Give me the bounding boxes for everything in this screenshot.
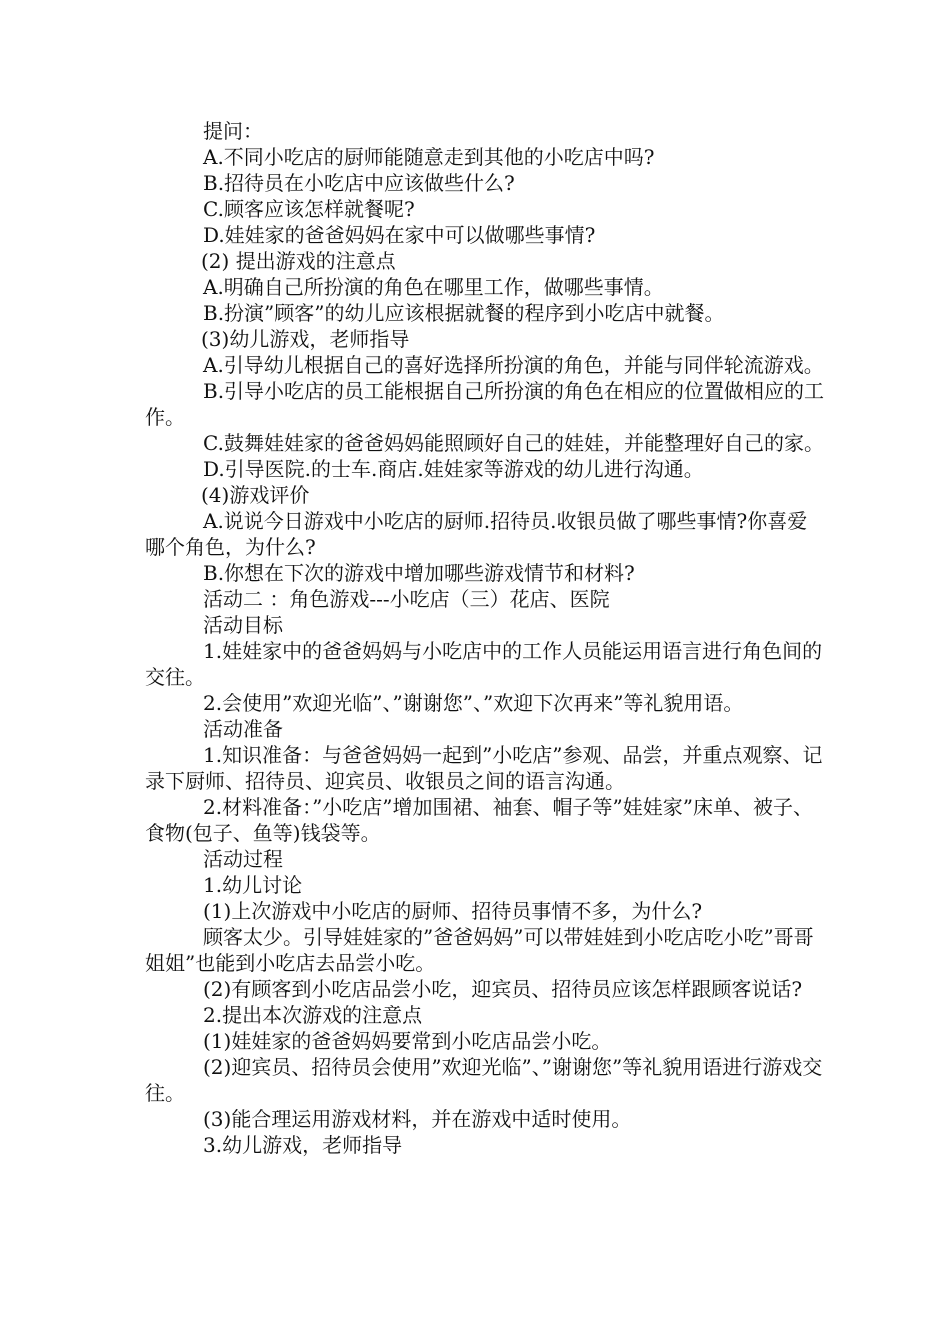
paragraph: (3)能合理运用游戏材料，并在游戏中适时使用。	[203, 1107, 632, 1131]
paragraph: C.顾客应该怎样就餐呢?	[203, 197, 415, 221]
paragraph: A.说说今日游戏中小吃店的厨师.招待员.收银员做了哪些事情?你喜爱哪个角色，为什么?	[145, 509, 808, 559]
paragraph: 1.知识准备：与爸爸妈妈一起到”小吃店”参观、品尝，并重点观察、记录下厨师、招待员、迎宾员、收银员之间的语言沟通。	[145, 743, 823, 793]
paragraph: (3)幼儿游戏，老师指导	[201, 327, 410, 351]
section-heading: 活动准备	[203, 717, 283, 741]
paragraph: (2)有顾客到小吃店品尝小吃，迎宾员、招待员应该怎样跟顾客说话?	[203, 977, 803, 1001]
paragraph: 3.幼儿游戏，老师指导	[203, 1133, 403, 1157]
paragraph: A.引导幼儿根据自己的喜好选择所扮演的角色，并能与同伴轮流游戏。	[203, 353, 824, 377]
paragraph: 1.娃娃家中的爸爸妈妈与小吃店中的工作人员能运用语言进行角色间的交往。	[145, 639, 823, 689]
document-body	[145, 118, 825, 1158]
paragraph: 1.幼儿讨论	[203, 873, 303, 897]
paragraph: A.不同小吃店的厨师能随意走到其他的小吃店中吗?	[203, 145, 655, 169]
paragraph: 提问：	[203, 119, 263, 143]
paragraph: B.招待员在小吃店中应该做些什么?	[203, 171, 515, 195]
paragraph: 2.会使用”欢迎光临”、”谢谢您”、”欢迎下次再来”等礼貌用语。	[203, 691, 744, 715]
paragraph: 顾客太少。引导娃娃家的”爸爸妈妈”可以带娃娃到小吃店吃小吃”哥哥姐姐”也能到小吃店去品尝小吃。	[145, 925, 814, 975]
paragraph: (4)游戏评价	[201, 483, 310, 507]
paragraph: D.娃娃家的爸爸妈妈在家中可以做哪些事情?	[203, 223, 596, 247]
section-heading: 活动过程	[203, 847, 283, 871]
paragraph: (2) 提出游戏的注意点	[201, 249, 396, 273]
paragraph: (1)娃娃家的爸爸妈妈要常到小吃店品尝小吃。	[203, 1029, 612, 1053]
paragraph: C.鼓舞娃娃家的爸爸妈妈能照顾好自己的娃娃，并能整理好自己的家。	[203, 431, 824, 455]
paragraph: 2.提出本次游戏的注意点	[203, 1003, 423, 1027]
paragraph: A.明确自己所扮演的角色在哪里工作，做哪些事情。	[203, 275, 664, 299]
paragraph: B.你想在下次的游戏中增加哪些游戏情节和材料?	[203, 561, 635, 585]
paragraph: B.扮演”顾客”的幼儿应该根据就餐的程序到小吃店中就餐。	[203, 301, 725, 325]
paragraph: (1)上次游戏中小吃店的厨师、招待员事情不多，为什么?	[203, 899, 703, 923]
section-heading: 活动二 ：角色游戏---小吃店（三）花店、医院	[203, 587, 610, 611]
paragraph: (2)迎宾员、招待员会使用”欢迎光临”、”谢谢您”等礼貌用语进行游戏交往。	[145, 1055, 823, 1105]
paragraph: D.引导医院.的士车.商店.娃娃家等游戏的幼儿进行沟通。	[203, 457, 704, 481]
paragraph: B.引导小吃店的员工能根据自己所扮演的角色在相应的位置做相应的工作。	[145, 379, 825, 429]
paragraph: 2.材料准备：”小吃店”增加围裙、袖套、帽子等”娃娃家”床单、被子、食物(包子、鱼等)钱袋等。	[145, 795, 813, 845]
section-heading: 活动目标	[203, 613, 283, 637]
